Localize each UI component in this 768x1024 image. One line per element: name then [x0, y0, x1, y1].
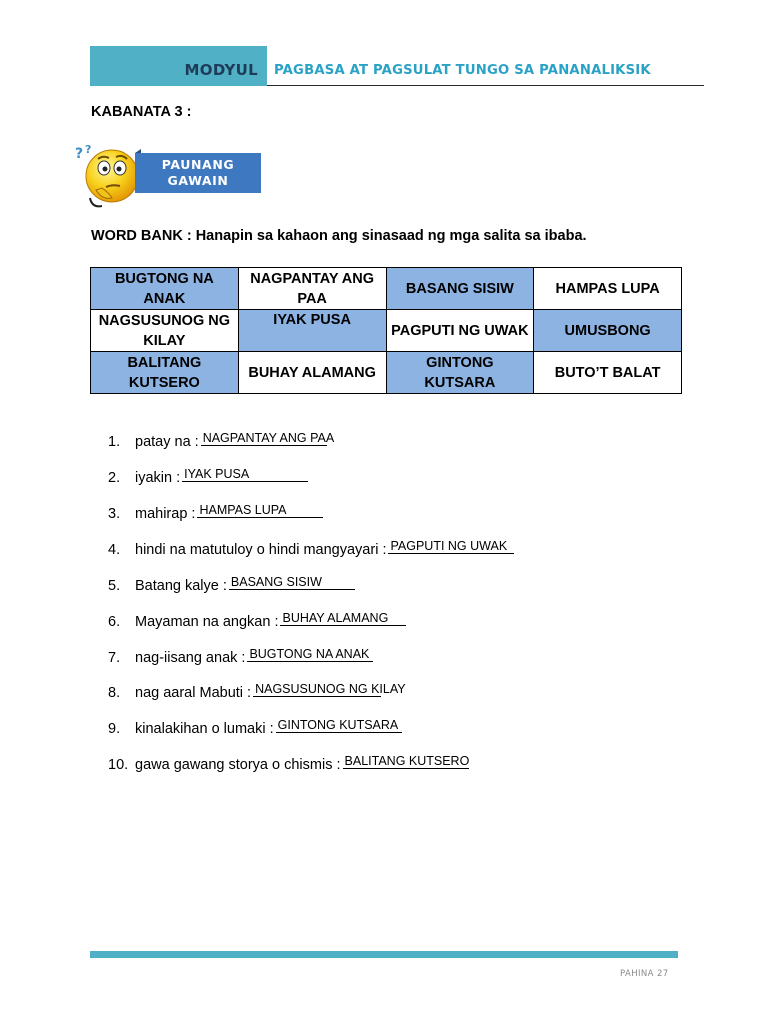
- item-answer: NAGSUSUNOG NG KILAY: [255, 682, 406, 696]
- banner-fold: [135, 149, 141, 153]
- table-cell: NAGSUSUNOG NG KILAY: [91, 310, 239, 352]
- table-cell: IYAK PUSA: [238, 310, 386, 352]
- item-answer: BALITANG KUTSERO: [344, 754, 470, 768]
- item-answer: NAGPANTAY ANG PAA: [202, 431, 335, 445]
- item-question: Mayaman na angkan :: [135, 614, 279, 630]
- table-row: [91, 310, 682, 352]
- table-cell: BUGTONG NA ANAK: [91, 268, 239, 310]
- list-item: [108, 754, 470, 781]
- item-question: iyakin :: [135, 470, 181, 486]
- module-tab-label: MODYUL: [184, 61, 258, 79]
- word-bank-table: [90, 267, 682, 394]
- page-number: PAHINA 27: [620, 969, 669, 979]
- item-answer: BUHAY ALAMANG: [280, 611, 406, 626]
- table-cell: UMUSBONG: [534, 310, 682, 352]
- item-question: nag aaral Mabuti :: [135, 685, 252, 701]
- item-question: mahirap :: [135, 506, 196, 522]
- banner-line-1: PAUNANG: [161, 157, 235, 172]
- banner-line-2: GAWAIN: [167, 173, 229, 188]
- list-item: [108, 718, 402, 745]
- module-tab: [90, 46, 267, 86]
- item-number: 4.: [108, 542, 121, 558]
- table-cell: GINTONG KUTSARA: [386, 352, 534, 394]
- item-question: nag-iisang anak :: [135, 650, 246, 666]
- list-item: [108, 467, 308, 494]
- list-item: [108, 431, 335, 458]
- table-cell: PAGPUTI NG UWAK: [386, 310, 534, 352]
- item-answer: IYAK PUSA: [182, 467, 308, 482]
- table-cell: BUHAY ALAMANG: [238, 352, 386, 394]
- table-row: [91, 268, 682, 310]
- item-answer: HAMPAS LUPA: [197, 503, 323, 518]
- list-item: [108, 682, 406, 709]
- item-number: 9.: [108, 721, 121, 737]
- thinking-face-icon: [72, 140, 142, 212]
- item-number: 6.: [108, 614, 121, 630]
- module-header: [90, 46, 704, 87]
- item-question: gawa gawang storya o chismis :: [135, 757, 341, 773]
- table-row: [91, 352, 682, 394]
- list-item: [108, 503, 323, 530]
- module-title: PAGBASA AT PAGSULAT TUNGO SA PANANALIKSIK: [274, 63, 651, 78]
- item-question: kinalakihan o lumaki :: [135, 721, 274, 737]
- table-cell: BASANG SISIW: [386, 268, 534, 310]
- table-cell: HAMPAS LUPA: [534, 268, 682, 310]
- list-item: [108, 611, 406, 638]
- item-number: 2.: [108, 470, 121, 486]
- paunang-gawain-banner: [135, 153, 261, 193]
- list-item: [108, 575, 355, 602]
- word-bank-instruction: WORD BANK : Hanapin sa kahaon ang sinasaad ng mga salita sa ibaba.: [91, 228, 587, 244]
- item-question: Batang kalye :: [135, 578, 227, 594]
- svg-text:?: ?: [85, 143, 92, 156]
- item-number: 8.: [108, 685, 121, 701]
- item-answer: PAGPUTI NG UWAK: [388, 539, 514, 554]
- item-question: patay na :: [135, 434, 199, 450]
- item-number: 1.: [108, 434, 121, 450]
- list-item: [108, 539, 514, 566]
- footer-bar: [90, 951, 678, 958]
- list-item: [108, 647, 373, 674]
- item-question: hindi na matutuloy o hindi mangyayari :: [135, 542, 387, 558]
- item-answer: GINTONG KUTSARA: [276, 718, 402, 733]
- item-number: 3.: [108, 506, 121, 522]
- item-answer: BASANG SISIW: [229, 575, 355, 590]
- item-answer: BUGTONG NA ANAK: [247, 647, 373, 662]
- table-cell: BALITANG KUTSERO: [91, 352, 239, 394]
- header-rule: [267, 85, 704, 86]
- chapter-heading: KABANATA 3 :: [91, 104, 192, 120]
- item-number: 5.: [108, 578, 121, 594]
- svg-text:?: ?: [75, 146, 84, 162]
- table-cell: NAGPANTAY ANG PAA: [238, 268, 386, 310]
- table-cell: BUTO’T BALAT: [534, 352, 682, 394]
- item-number: 7.: [108, 650, 121, 666]
- item-number: 10.: [108, 757, 129, 773]
